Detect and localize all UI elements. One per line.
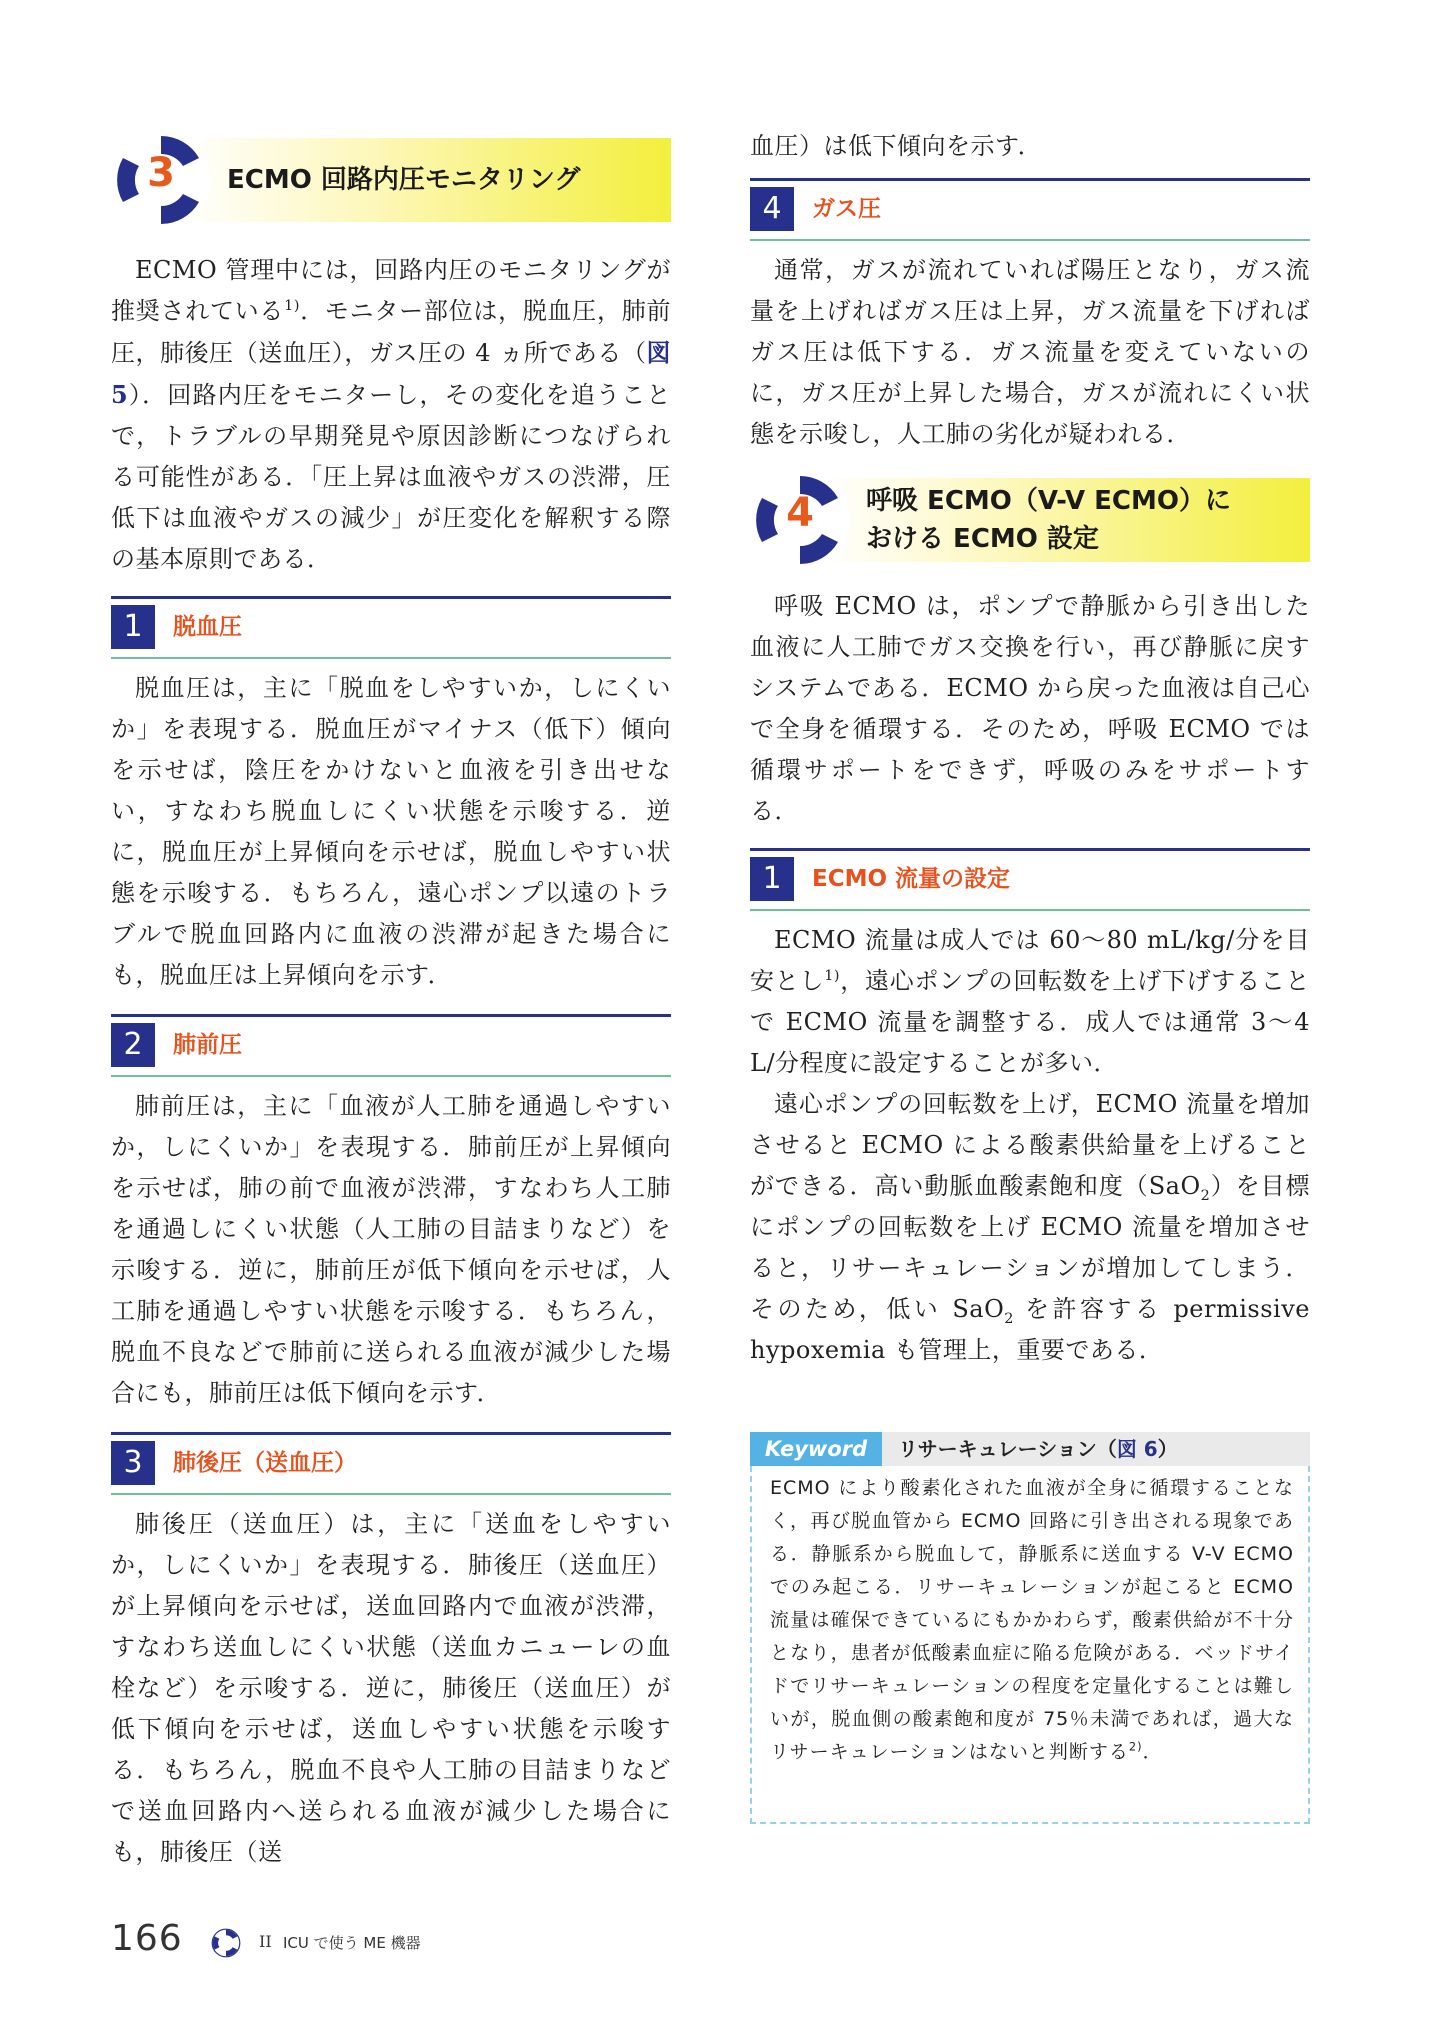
subsection-number: 1 (111, 605, 155, 649)
subsection-title: 脱血圧 (173, 614, 242, 640)
section-3-header (111, 130, 671, 230)
keyword-header (750, 1432, 1310, 1466)
footer-chapter: ICU で使う ME 機器 (283, 1934, 421, 1952)
page-footer (111, 1918, 711, 1968)
section-3-intro: ECMO 管理中には，回路内圧のモニタリングが推奨されている$^{1)}$．モニター部位は，脱血圧，肺前圧，肺後圧（送血圧），ガス圧の 4 ヵ所である（図 5）．回路内圧をモニターし，その変化を追うことで，トラブルの早期発見や原因診断につなげられる可能性がある．「圧上昇は血液やガスの渋滞，圧低下は血液やガスの減少」が圧変化を解釈する際の基本原則である． (111, 256, 672, 573)
keyword-body: ECMO により酸素化された血液が全身に循環することなく，再び脱血管から ECMO 回路に引き出される現象である．静脈系から脱血して，静脈系に送血する V-V ECMO でのみ起こる．リサーキュレーションが起こると ECMO 流量は確保できているにもかかわらず，酸素供給が不十分となり，患者が低酸素血症に陥る危険がある．ベッドサイドでリサーキュレーションの程度を定量化することは難しいが，脱血側の酸素飽和度が 75％未満であれば，過大なリサーキュレーションはないと判断する$^{2)}$． (750, 1466, 1310, 1824)
subsection-3-2-text: 肺前圧は，主に「血液が人工肺を通過しやすいか，しにくいか」を表現する．肺前圧が上昇傾向を示せば，肺の前で血液が渋滞，すなわち人工肺を通過しにくい状態（人工肺の目詰まりなど）を示唆する．逆に，肺前圧が低下傾向を示せば，人工肺を通過しやすい状態を示唆する．もちろん，脱血不良などで肺前に送られる血液が減少した場合にも，肺前圧は低下傾向を示す． (111, 1092, 671, 1407)
subsection-4-1-header (750, 848, 1310, 911)
section-4-intro: 呼吸 ECMO は，ポンプで静脈から引き出した血液に人工肺でガス交換を行い，再び静脈に戻すシステムである．ECMO から戻った血液は自己心で全身を循環する．そのため，呼吸 ECMO では循環サポートをできず，呼吸のみをサポートする． (750, 592, 1310, 825)
subsection-3-3-continued: 血圧）は低下傾向を示す． (750, 132, 1043, 160)
subsection-title: ECMO 流量の設定 (812, 866, 1011, 892)
subsection-3-4-text: 通常，ガスが流れていれば陽圧となり，ガス流量を上げればガス圧は上昇，ガス流量を下げればガス圧は低下する．ガス流量を変えていないのに，ガス圧が上昇した場合，ガスが流れにくい状態を示唆し，人工肺の劣化が疑われる． (750, 256, 1310, 448)
subsection-3-1-text: 脱血圧は，主に「脱血をしやすいか，しにくいか」を表現する．脱血圧がマイナス（低下）傾向を示せば，陰圧をかけないと血液を引き出せない，すなわち脱血しにくい状態を示唆する．逆に，脱血圧が上昇傾向を示せば，脱血しやすい状態を示唆する．もちろん，遠心ポンプ以遠のトラブルで脱血回路内に血液の渋滞が起きた場合にも，脱血圧は上昇傾向を示す． (111, 674, 671, 989)
subsection-title: 肺前圧 (173, 1032, 242, 1058)
subsection-3-2-header (111, 1014, 671, 1077)
figure-6-link[interactable]: 図 6 (1116, 1437, 1158, 1461)
subsection-number: 2 (111, 1023, 155, 1067)
citation-ref: 2) (1128, 1739, 1143, 1754)
subsection-3-3-header (111, 1432, 671, 1495)
section-3-number: 3 (147, 150, 175, 196)
subsection-3-1-header (111, 596, 671, 659)
section-4-header (750, 470, 1310, 570)
subsection-4-1-text: ECMO 流量は成人では 60〜80 mL/kg/分を目安とし$^{1)}$，遠心ポンプの回転数を上げ下げすることで ECMO 流量を調整する．成人では通常 3〜4 L/分程度に設定することが多い． 遠心ポンプの回転数を上げ，ECMO 流量を増加させると ECMO による酸素供給量を上げることができる．高い動脈血酸素飽和度（SaO$_2$）を目標にポンプの回転数を上げ ECMO 流量を増加させると，リサーキュレーションが増加してしまう．そのため，低い SaO$_2$ を許容する permissive hypoxemia も管理上，重要である． (750, 926, 1311, 1364)
subsection-3-3-text: 肺後圧（送血圧）は，主に「送血をしやすいか，しにくいか」を表現する．肺後圧（送血圧）が上昇傾向を示せば，送血回路内で血液が渋滞，すなわち送血しにくい状態（送血カニューレの血栓など）を示唆する．逆に，肺後圧（送血圧）が低下傾向を示せば，送血しやすい状態を示唆する．もちろん，脱血不良や人工肺の目詰まりなどで送血回路内へ送られる血液が減少した場合にも，肺後圧（送 (111, 1510, 671, 1866)
page-number: 166 (111, 1918, 183, 1959)
subsection-title: 肺後圧（送血圧） (173, 1450, 357, 1476)
section-3-title: ECMO 回路内圧モニタリング (227, 165, 581, 195)
subsection-number: 3 (111, 1441, 155, 1485)
section-4-number: 4 (786, 490, 814, 536)
keyword-tag: Keyword (750, 1432, 882, 1466)
citation-ref: 1) (284, 298, 300, 314)
citation-ref: 1) (824, 968, 840, 984)
subsection-number: 1 (750, 857, 794, 901)
subsection-title: ガス圧 (812, 196, 881, 222)
flower-icon (211, 1928, 241, 1962)
subsection-number: 4 (750, 187, 794, 231)
footer-part: II (259, 1932, 272, 1951)
keyword-title: リサーキュレーション（図 6） (898, 1437, 1178, 1461)
section-4-title: 呼吸 ECMO（V-V ECMO）に おける ECMO 設定 (866, 486, 1231, 554)
keyword-box (750, 1432, 1310, 1824)
subsection-3-4-header (750, 178, 1310, 241)
figure-5-link[interactable]: 図 5 (111, 338, 671, 409)
